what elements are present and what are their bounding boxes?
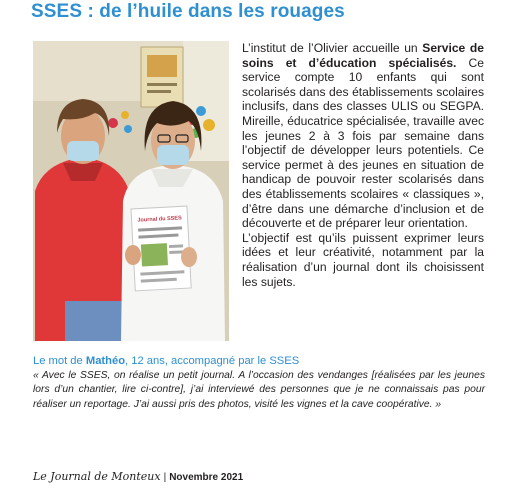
article-title: SSES : de l’huile dans les rouages [31,1,345,22]
page-footer [33,470,243,483]
article-body [242,41,484,289]
article-photo [33,41,229,341]
service-name: Service de soins et d’éducation spécialisés. [242,41,484,70]
svg-text:Journal du SSES: Journal du SSES [137,215,182,224]
article-paragraph-2: L’objectif est qu’ils puissent exprimer leurs idées et leur créativité, notamment par la réalisation d’un journal dont ils choisissent les sujets. [242,230,484,289]
poster [141,47,183,107]
article-paragraph-1: L’institut de l’Olivier accueille un Service de soins et d’éducation spécialisés. Ce service compte 10 enfants qui sont scolarisés dans des établissements scolaires inclusifs, dans des classes ULIS ou SEGPA. Mireille, éducatrice spécialisée, travaille avec les jeunes 2 à 3 fois par semaine dans l’objectif de développer leurs potentiels. Ce service permet à des jeunes en situation de handicap de pouvoir rester scolarisés dans des établissements scolaires « classiques », d’être dans une démarche d’inclusion et de découverte et de préparer leur orientation. [242,41,484,231]
held-newspaper [131,206,191,291]
quote-heading: Le mot de Mathéo, 12 ans, accompagné par le SSES [33,355,300,367]
quote-author: Mathéo [85,355,126,367]
footer-separator: | [163,472,167,483]
issue-date: Novembre 2021 [169,472,244,483]
quote-text: « Avec le SSES, on réalise un petit journal. A l’occasion des vendanges [réalisées par les jeunes lors d’un chantier, lire ci-contre], j’ai interviewé des personnes que je ne connaissais pas pour réaliser un reportage. J’ai aussi pris des photos, visité les vignes et la cave coopérative. » [33,370,485,410]
journal-name: Le Journal de Monteux [33,470,161,483]
